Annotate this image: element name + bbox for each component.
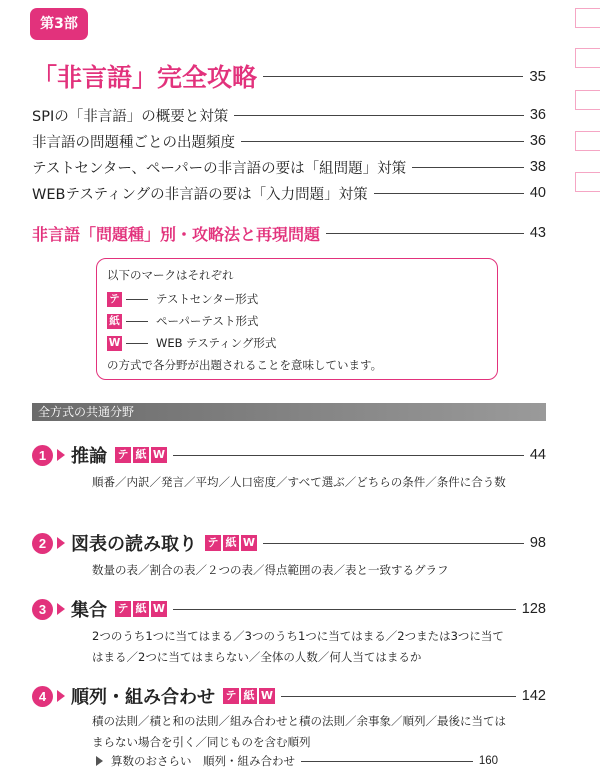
topic-entry[interactable] — [32, 684, 546, 708]
entry-text: 非言語の問題種ごとの出題頻度 — [32, 134, 235, 151]
topic-number-badge: 4 — [32, 686, 53, 707]
leader-line — [241, 141, 524, 142]
page-number: 44 — [529, 447, 546, 463]
leader-line — [263, 76, 523, 77]
leader-line — [173, 609, 516, 610]
paper-mark: 紙 — [241, 688, 257, 704]
page-number: 128 — [521, 601, 546, 617]
legend-desc: WEB テスティング形式 — [156, 336, 277, 350]
toc-extra-entry[interactable] — [96, 752, 498, 770]
edge-index-tab — [575, 48, 600, 68]
topic-title: 推論 — [71, 446, 107, 467]
topic-description: 積の法則／積と和の法則／組み合わせと積の法則／余事象／順列／最後に当てはまらない場合を引く／同じものを含む順列 — [92, 714, 506, 749]
leader-line — [301, 761, 473, 762]
legend-desc: ペーパーテスト形式 — [156, 314, 259, 328]
leader-line — [263, 543, 524, 544]
arrow-icon — [57, 603, 65, 615]
dash-line — [126, 321, 148, 322]
legend-row — [107, 335, 276, 351]
entry-text: 算数のおさらい 順列・組み合わせ — [111, 754, 295, 768]
edge-index-tab — [575, 90, 600, 110]
dash-line — [126, 299, 148, 300]
leader-line — [374, 193, 524, 194]
paper-mark: 紙 — [107, 314, 122, 329]
topic-description: 2つのうち1つに当てはまる／3つのうち1つに当てはまる／2つまたは3つに当てはまる／2つに当てはまらない／全体の人数／何人当てはまるか — [92, 629, 504, 664]
toc-section-entry[interactable] — [32, 220, 546, 246]
legend-box — [96, 258, 498, 380]
legend-row — [107, 313, 258, 329]
topic-number-badge: 1 — [32, 445, 53, 466]
test-center-mark: テ — [223, 688, 239, 704]
topic-number-badge: 2 — [32, 533, 53, 554]
edge-index-tab — [575, 8, 600, 28]
leader-line — [326, 233, 524, 234]
legend-intro: 以下のマークはそれぞれ — [107, 268, 234, 282]
toc-sub-entry[interactable] — [32, 130, 546, 152]
format-marks — [205, 535, 257, 551]
page-number: 38 — [529, 159, 546, 175]
arrow-icon — [57, 690, 65, 702]
paper-mark: 紙 — [133, 601, 149, 617]
legend-desc: テストセンター形式 — [156, 292, 259, 306]
entry-text: SPIの「非言語」の概要と対策 — [32, 108, 229, 125]
page-number: 36 — [529, 107, 546, 123]
page-number: 36 — [529, 133, 546, 149]
category-bar: 全方式の共通分野 — [32, 403, 546, 421]
test-center-mark: テ — [115, 447, 131, 463]
edge-index-tab — [575, 172, 600, 192]
page-number: 160 — [478, 755, 498, 767]
legend-outro: の方式で各分野が出題されることを意味しています。 — [107, 358, 383, 372]
topic-title: 集合 — [71, 600, 107, 621]
arrow-icon — [96, 756, 103, 766]
leader-line — [173, 455, 524, 456]
edge-index-tab — [575, 131, 600, 151]
page-number: 142 — [521, 688, 546, 704]
paper-mark: 紙 — [133, 447, 149, 463]
topic-entry[interactable] — [32, 531, 546, 555]
entry-text: テストセンター、ペーパーの非言語の要は「組問題」対策 — [32, 160, 407, 177]
leader-line — [412, 167, 524, 168]
leader-line — [281, 696, 516, 697]
web-mark: W — [152, 448, 166, 461]
format-marks — [115, 601, 167, 617]
web-mark: W — [260, 689, 274, 702]
web-mark: W — [152, 602, 166, 615]
paper-mark: 紙 — [223, 535, 239, 551]
toc-sub-entry[interactable] — [32, 156, 546, 178]
test-center-mark: テ — [205, 535, 221, 551]
topic-description: 順番／内訳／発言／平均／人口密度／すべて選ぶ／どちらの条件／条件に合う数 — [92, 475, 506, 489]
test-center-mark: テ — [107, 292, 122, 307]
part-badge: 第3部 — [30, 8, 88, 40]
web-mark: W — [242, 536, 256, 549]
topic-entry[interactable] — [32, 597, 546, 621]
section-title: 非言語「問題種」別・攻略法と再現問題 — [32, 224, 321, 244]
page-number: 40 — [529, 185, 546, 201]
topic-entry[interactable] — [32, 443, 546, 467]
arrow-icon — [57, 449, 65, 461]
arrow-icon — [57, 537, 65, 549]
test-center-mark: テ — [115, 601, 131, 617]
topic-title: 順列・組み合わせ — [71, 687, 215, 708]
topic-number-badge: 3 — [32, 599, 53, 620]
toc-sub-entry[interactable] — [32, 104, 546, 126]
format-marks — [115, 447, 167, 463]
toc-main-entry[interactable] — [32, 58, 546, 94]
leader-line — [234, 115, 524, 116]
main-title: 「非言語」完全攻略 — [32, 63, 258, 92]
toc-sub-entry[interactable] — [32, 182, 546, 204]
web-mark: W — [108, 336, 121, 349]
page-number: 43 — [529, 225, 546, 241]
topic-description: 数量の表／割合の表／２つの表／得点範囲の表／表と一致するグラフ — [92, 563, 449, 577]
dash-line — [126, 343, 148, 344]
topic-title: 図表の読み取り — [71, 534, 197, 555]
legend-row — [107, 291, 258, 307]
format-marks — [223, 688, 275, 704]
entry-text: WEBテスティングの非言語の要は「入力問題」対策 — [32, 186, 368, 203]
page-number: 35 — [529, 67, 546, 85]
page-number: 98 — [529, 535, 546, 551]
